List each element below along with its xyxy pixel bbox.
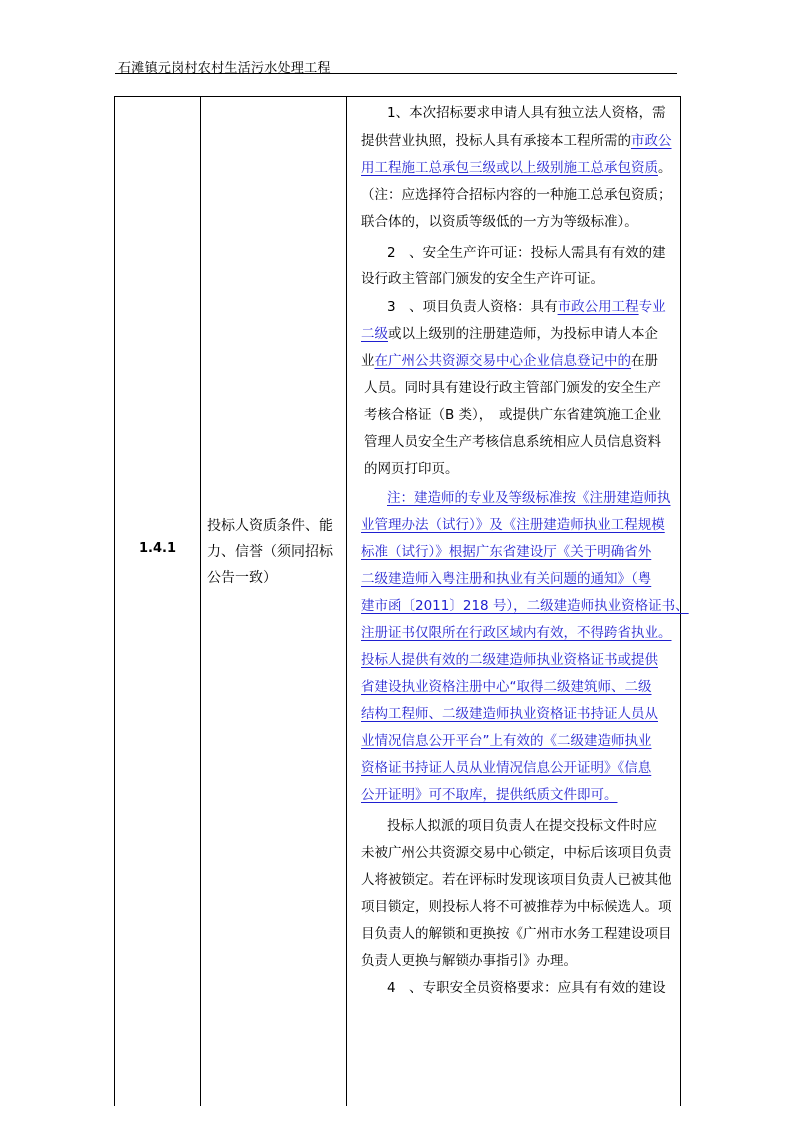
text-line — [387, 298, 666, 316]
table-cell-number — [115, 97, 200, 1106]
text-span: 提供营业执照，投标人具有承接本工程所需的 — [361, 133, 631, 149]
requirements-table — [114, 96, 689, 1106]
note-text-line[interactable]: 结构工程师、二级建造师执业资格证书持证人员从 — [361, 706, 658, 722]
qualification-link[interactable]: 市政公 — [631, 133, 672, 149]
text-line: 4 、专职安全员资格要求：应具有有效的建设 — [387, 980, 666, 996]
text-span: 专业 — [638, 299, 666, 315]
clause-number: 1.4.1 — [138, 541, 176, 556]
text-line — [361, 352, 658, 370]
note-text-line[interactable]: 注册证书仅限所在行政区域内有效，不得跨省执业。 — [361, 625, 672, 641]
text-line: 负责人更换与解锁办事指引》办理。 — [361, 953, 577, 969]
text-span: 。 — [658, 160, 672, 176]
text-line: 投标人拟派的项目负责人在提交投标文件时应 — [387, 818, 657, 834]
table-cell-content — [347, 97, 689, 1106]
text-line: 2 、安全生产许可证：投标人需具有有效的建 — [387, 245, 666, 261]
text-line: 未被广州公共资源交易中心锁定，中标后该项目负责 — [361, 845, 672, 861]
text-line: 设行政主管部门颁发的安全生产许可证。 — [361, 271, 604, 287]
note-text-line[interactable]: 业情况信息公开平台”上有效的《二级建造师执业 — [361, 733, 652, 749]
header-divider — [115, 73, 677, 74]
text-line: 目负责人的解锁和更换按《广州市水务工程建设项目 — [361, 926, 672, 942]
note-text-line[interactable]: 标准（试行）》根据广东省建设厅《关于明确省外 — [361, 544, 652, 560]
text-span: 在册 — [631, 353, 658, 369]
registry-link[interactable]: 在广州公共资源交易中心企业信息登记中的 — [374, 353, 631, 369]
text-line: 人员。同时具有建设行政主管部门颁发的安全生产 — [364, 380, 661, 396]
qualification-link[interactable]: 用工程施工总承包三级或以上级别施工总承包资质 — [361, 160, 658, 176]
qualification-link[interactable]: 市政公用工程 — [557, 299, 639, 315]
requirement-label: 投标人资质条件、能力、信誉（须同招标公告一致） — [207, 518, 333, 586]
text-line: 考核合格证（B 类）， 或提供广东省建筑施工企业 — [364, 407, 662, 423]
text-line: 的网页打印页。 — [364, 461, 459, 477]
text-line — [361, 132, 672, 150]
note-text-line[interactable]: 资格证书持证人员从业情况信息公开证明》《信息 — [361, 760, 652, 776]
qualification-link[interactable]: 二级 — [361, 326, 388, 342]
text-line: （注：应选择符合招标内容的一种施工总承包资质； — [361, 187, 672, 203]
note-text-line[interactable]: 投标人提供有效的二级建造师执业资格证书或提供 — [361, 652, 658, 668]
text-line: 项目锁定，则投标人将不可被推荐为中标候选人。项 — [361, 899, 672, 915]
document-header-title: 石滩镇元岗村农村生活污水处理工程 — [118, 61, 331, 76]
note-text-line[interactable]: 注：建造师的专业及等级标准按《注册建造师执 — [387, 490, 671, 506]
text-line: 管理人员安全生产考核信息系统相应人员信息资料 — [364, 434, 661, 450]
text-span: 业 — [361, 353, 375, 369]
note-text-line[interactable]: 建市函〔2011〕218 号），二级建造师执业资格证书、 — [361, 598, 689, 614]
text-line — [361, 325, 658, 343]
note-text-line[interactable]: 二级建造师入粤注册和执业有关问题的通知》（粤 — [361, 571, 652, 587]
note-text-line[interactable]: 省建设执业资格注册中心“取得二级建筑师、二级 — [361, 679, 652, 695]
note-text-line[interactable]: 业管理办法（试行）》及《注册建造师执业工程规模 — [361, 517, 665, 533]
text-span: 3 、项目负责人资格：具有 — [387, 299, 558, 315]
text-span: 或以上级别的注册建造师，为投标申请人本企 — [388, 326, 658, 342]
text-line: 人将被锁定。若在评标时发现该项目负责人已被其他 — [361, 872, 672, 888]
text-line: 1、本次招标要求申请人具有独立法人资格，需 — [387, 105, 666, 121]
text-line — [361, 159, 672, 177]
table-cell-requirement — [201, 97, 346, 1106]
note-text-line[interactable]: 公开证明》可不取库，提供纸质文件即可。 — [361, 787, 618, 803]
text-line: 联合体的，以资质等级低的一方为等级标准）。 — [361, 214, 638, 230]
